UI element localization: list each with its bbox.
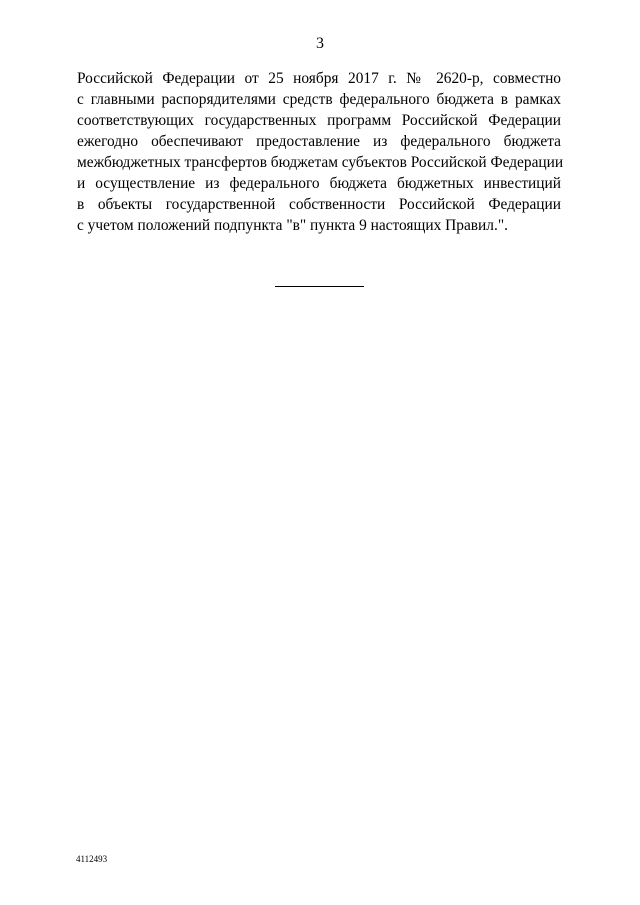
- paragraph-line: ежегодно обеспечивают предоставление из федерального бюджета: [77, 133, 561, 150]
- paragraph-line: Российской Федерации от 25 ноября 2017 г. № 2620-р, совместно: [77, 70, 561, 87]
- paragraph-line: межбюджетных трансфертов бюджетам субъектов Российской Федерации: [77, 154, 564, 171]
- paragraph-line-last: с учетом положений подпункта "в" пункта 9 настоящих Правил.".: [77, 217, 508, 234]
- paragraph-line: соответствующих государственных программ Российской Федерации: [77, 112, 561, 129]
- paragraph-line: с главными распорядителями средств федерального бюджета в рамках: [77, 91, 561, 108]
- paragraph-line: в объекты государственной собственности Российской Федерации: [77, 196, 561, 213]
- paragraph-line: и осуществление из федерального бюджета бюджетных инвестиций: [77, 175, 561, 192]
- document-id: 4112493: [76, 854, 108, 864]
- separator-line: [275, 286, 364, 287]
- body-paragraph: [77, 68, 564, 236]
- page-number: 3: [316, 35, 324, 52]
